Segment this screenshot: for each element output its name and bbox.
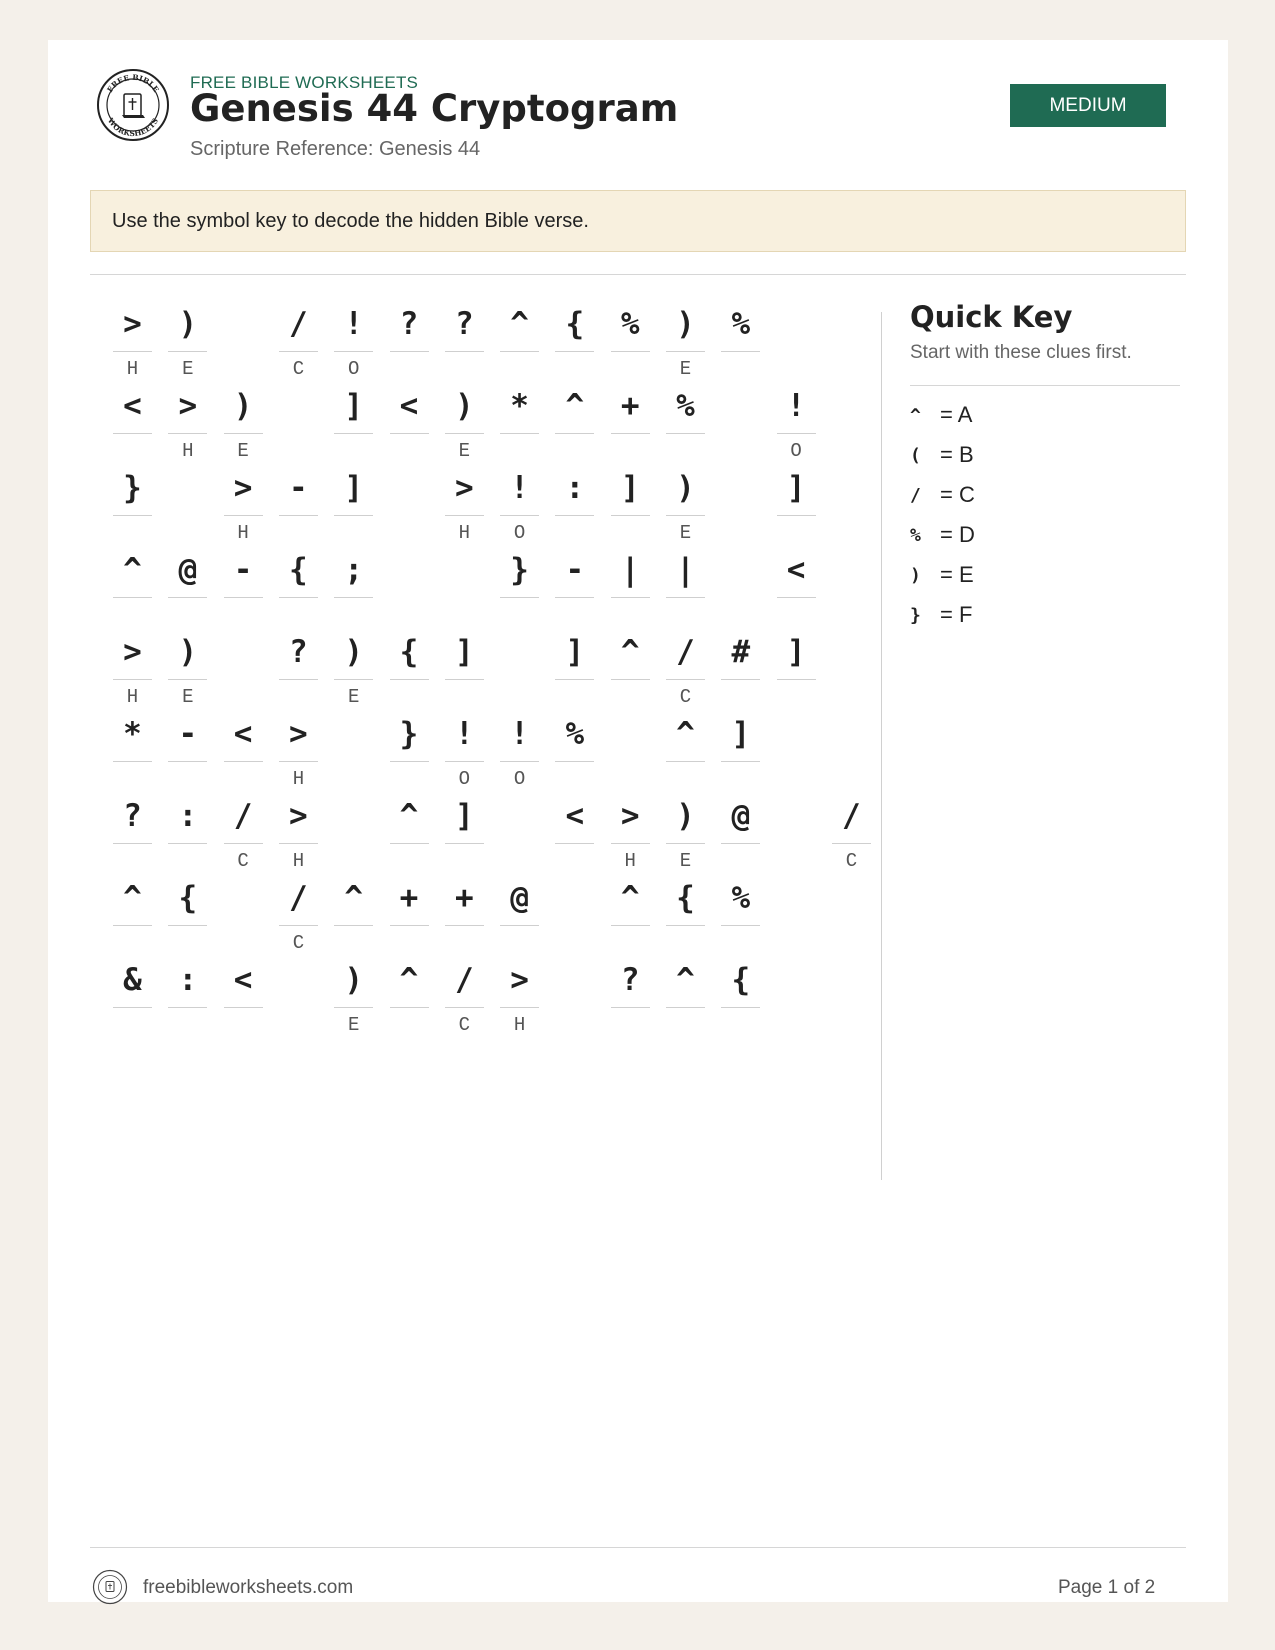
cipher-cell bbox=[666, 378, 705, 464]
cipher-cell bbox=[555, 706, 594, 792]
cipher-symbol: ^ bbox=[555, 378, 594, 434]
cipher-cell bbox=[666, 624, 705, 710]
letter-hint: E bbox=[347, 686, 360, 708]
cipher-symbol: : bbox=[168, 952, 207, 1008]
cipher-cell bbox=[611, 624, 650, 710]
quick-key-value: = B bbox=[940, 442, 974, 467]
quick-key-value: = F bbox=[940, 602, 973, 627]
footer-divider bbox=[90, 1547, 1186, 1548]
cipher-cell bbox=[168, 952, 207, 1038]
cipher-symbol: ? bbox=[445, 296, 484, 352]
letter-hint: C bbox=[845, 850, 858, 872]
cipher-cell bbox=[832, 788, 871, 874]
cipher-symbol: ! bbox=[777, 378, 816, 434]
cipher-cell bbox=[721, 870, 760, 956]
letter-hint: E bbox=[679, 522, 692, 544]
letter-hint: E bbox=[679, 358, 692, 380]
cipher-cell bbox=[224, 378, 263, 464]
sidebar-divider bbox=[881, 312, 882, 1180]
cipher-cell bbox=[224, 706, 263, 792]
brand-label: FREE BIBLE WORKSHEETS bbox=[190, 73, 419, 92]
cipher-symbol: ) bbox=[445, 378, 484, 434]
cipher-symbol: ] bbox=[555, 624, 594, 680]
logo-text-top: FREE BIBLE bbox=[105, 72, 161, 94]
letter-hint: E bbox=[679, 850, 692, 872]
cipher-cell bbox=[500, 378, 539, 464]
cipher-symbol: + bbox=[390, 870, 429, 926]
cipher-symbol: ] bbox=[777, 460, 816, 516]
cipher-cell bbox=[666, 870, 705, 956]
cipher-cell bbox=[445, 788, 484, 874]
cipher-symbol: - bbox=[555, 542, 594, 598]
quick-key-symbol: % bbox=[910, 524, 921, 546]
cipher-symbol: ) bbox=[666, 788, 705, 844]
cipher-cell bbox=[334, 296, 373, 382]
cipher-cell bbox=[721, 296, 760, 382]
cipher-cell bbox=[168, 296, 207, 382]
cipher-symbol: < bbox=[777, 542, 816, 598]
cipher-symbol: ^ bbox=[666, 952, 705, 1008]
cipher-symbol: ] bbox=[445, 788, 484, 844]
cipher-cell bbox=[721, 788, 760, 874]
cipher-symbol: < bbox=[113, 378, 152, 434]
cipher-symbol: / bbox=[445, 952, 484, 1008]
cipher-cell bbox=[334, 870, 373, 956]
cipher-cell bbox=[777, 542, 816, 628]
cipher-cell bbox=[113, 624, 152, 710]
cipher-symbol: ) bbox=[666, 460, 705, 516]
cipher-symbol: / bbox=[224, 788, 263, 844]
cipher-symbol: - bbox=[168, 706, 207, 762]
cipher-symbol: | bbox=[611, 542, 650, 598]
cipher-cell bbox=[500, 870, 539, 956]
footer-page-number: Page 1 of 2 bbox=[1058, 1577, 1156, 1598]
cipher-cell bbox=[113, 706, 152, 792]
cipher-symbol: - bbox=[279, 460, 318, 516]
cipher-cell bbox=[445, 952, 484, 1038]
letter-hint: H bbox=[182, 440, 194, 462]
cipher-symbol: ^ bbox=[390, 952, 429, 1008]
cipher-cell bbox=[666, 788, 705, 874]
cipher-symbol: / bbox=[832, 788, 871, 844]
letter-hint: O bbox=[513, 768, 526, 790]
cipher-symbol: > bbox=[279, 706, 318, 762]
cipher-cell bbox=[500, 542, 539, 628]
cipher-symbol: ^ bbox=[390, 788, 429, 844]
letter-hint: H bbox=[126, 358, 139, 380]
cipher-cell bbox=[224, 952, 263, 1038]
quick-key-symbol: ^ bbox=[910, 404, 921, 426]
cipher-cell bbox=[390, 788, 429, 874]
cipher-cell bbox=[390, 378, 429, 464]
cipher-symbol: : bbox=[555, 460, 594, 516]
quick-key-title: Quick Key bbox=[910, 300, 1073, 334]
cipher-cell bbox=[666, 706, 705, 792]
letter-hint: H bbox=[237, 522, 249, 544]
cipher-symbol: ) bbox=[666, 296, 705, 352]
cipher-symbol: ] bbox=[777, 624, 816, 680]
quick-key-item bbox=[910, 435, 1180, 475]
letter-hint: H bbox=[292, 768, 305, 790]
cipher-symbol: > bbox=[224, 460, 263, 516]
letter-hint: O bbox=[790, 440, 802, 462]
letter-hint: E bbox=[458, 440, 470, 462]
cipher-symbol: } bbox=[390, 706, 429, 762]
letter-hint: H bbox=[458, 522, 470, 544]
quick-key-value: = C bbox=[940, 482, 975, 507]
cipher-cell bbox=[555, 296, 594, 382]
letter-hint: C bbox=[237, 850, 249, 872]
cipher-symbol: ) bbox=[334, 624, 373, 680]
cipher-cell bbox=[279, 296, 318, 382]
cipher-symbol: > bbox=[279, 788, 318, 844]
cipher-symbol: * bbox=[113, 706, 152, 762]
cipher-cell bbox=[113, 952, 152, 1038]
cipher-cell bbox=[500, 952, 539, 1038]
cipher-symbol: - bbox=[224, 542, 263, 598]
logo-text-bottom: WORKSHEETS bbox=[105, 116, 161, 139]
cipher-symbol: ) bbox=[168, 296, 207, 352]
cipher-symbol: { bbox=[390, 624, 429, 680]
cipher-symbol: < bbox=[224, 706, 263, 762]
cipher-cell bbox=[555, 542, 594, 628]
cipher-cell bbox=[168, 788, 207, 874]
cipher-symbol: / bbox=[279, 296, 318, 352]
cipher-cell bbox=[445, 706, 484, 792]
quick-key-list bbox=[910, 395, 1180, 635]
cipher-cell bbox=[777, 460, 816, 546]
quick-key-value: = E bbox=[940, 562, 974, 587]
cipher-cell bbox=[611, 378, 650, 464]
cipher-symbol: # bbox=[721, 624, 760, 680]
letter-hint: C bbox=[679, 686, 692, 708]
cipher-symbol: : bbox=[168, 788, 207, 844]
cipher-cell bbox=[611, 952, 650, 1038]
cipher-cell bbox=[168, 378, 207, 464]
cipher-symbol: ) bbox=[224, 378, 263, 434]
cipher-symbol: % bbox=[611, 296, 650, 352]
letter-hint: E bbox=[182, 686, 194, 708]
cipher-cell bbox=[279, 706, 318, 792]
cipher-cell bbox=[224, 460, 263, 546]
cipher-cell bbox=[555, 788, 594, 874]
cipher-cell bbox=[445, 460, 484, 546]
cipher-cell bbox=[611, 870, 650, 956]
quick-key-symbol: ) bbox=[910, 564, 921, 586]
cryptogram-grid bbox=[48, 40, 878, 1200]
quick-key-item bbox=[910, 515, 1180, 555]
cipher-symbol: ! bbox=[500, 706, 539, 762]
cipher-symbol: > bbox=[168, 378, 207, 434]
cipher-cell bbox=[390, 706, 429, 792]
cipher-cell bbox=[555, 378, 594, 464]
cipher-symbol: { bbox=[721, 952, 760, 1008]
quick-key-item bbox=[910, 395, 1180, 435]
cipher-cell bbox=[168, 542, 207, 628]
cipher-cell bbox=[390, 296, 429, 382]
cipher-symbol: ! bbox=[445, 706, 484, 762]
cipher-symbol: ; bbox=[334, 542, 373, 598]
quick-key-symbol: } bbox=[910, 604, 921, 626]
cipher-cell bbox=[224, 788, 263, 874]
cipher-cell bbox=[611, 296, 650, 382]
scripture-reference: Scripture Reference: Genesis 44 bbox=[190, 138, 481, 160]
cipher-symbol: > bbox=[500, 952, 539, 1008]
cipher-cell bbox=[224, 542, 263, 628]
letter-hint: E bbox=[347, 1014, 360, 1036]
cipher-symbol: { bbox=[168, 870, 207, 926]
cipher-symbol: ? bbox=[611, 952, 650, 1008]
cipher-symbol: ] bbox=[445, 624, 484, 680]
cipher-symbol: | bbox=[666, 542, 705, 598]
cipher-cell bbox=[113, 870, 152, 956]
cipher-cell bbox=[334, 542, 373, 628]
cipher-symbol: > bbox=[611, 788, 650, 844]
cipher-symbol: % bbox=[721, 870, 760, 926]
cipher-cell bbox=[500, 706, 539, 792]
cipher-symbol: ^ bbox=[500, 296, 539, 352]
cipher-cell bbox=[390, 624, 429, 710]
letter-hint: H bbox=[292, 850, 305, 872]
quick-key-item bbox=[910, 555, 1180, 595]
difficulty-badge: MEDIUM bbox=[1010, 84, 1166, 127]
cipher-symbol: % bbox=[555, 706, 594, 762]
cipher-symbol: @ bbox=[500, 870, 539, 926]
cipher-symbol: ) bbox=[168, 624, 207, 680]
cipher-symbol: @ bbox=[168, 542, 207, 598]
cipher-symbol: / bbox=[666, 624, 705, 680]
letter-hint: H bbox=[624, 850, 636, 872]
footer-logo bbox=[92, 1569, 128, 1605]
footer-site: freebibleworksheets.com bbox=[143, 1577, 354, 1598]
letter-hint: O bbox=[458, 768, 470, 790]
cipher-cell bbox=[445, 378, 484, 464]
cipher-cell bbox=[666, 952, 705, 1038]
cipher-symbol: } bbox=[113, 460, 152, 516]
cipher-cell bbox=[334, 460, 373, 546]
cipher-cell bbox=[279, 542, 318, 628]
cipher-symbol: ^ bbox=[113, 542, 152, 598]
cipher-cell bbox=[113, 296, 152, 382]
cipher-cell bbox=[500, 296, 539, 382]
cipher-cell bbox=[666, 296, 705, 382]
quick-key-item bbox=[910, 475, 1180, 515]
quick-key-symbol: ( bbox=[910, 444, 921, 466]
letter-hint: C bbox=[458, 1014, 470, 1036]
cipher-cell bbox=[390, 952, 429, 1038]
quick-key-divider bbox=[910, 385, 1180, 386]
cipher-cell bbox=[113, 542, 152, 628]
cipher-cell bbox=[666, 542, 705, 628]
cipher-cell bbox=[777, 378, 816, 464]
cipher-cell bbox=[334, 378, 373, 464]
letter-hint: O bbox=[347, 358, 360, 380]
cipher-cell bbox=[777, 624, 816, 710]
cipher-cell bbox=[721, 952, 760, 1038]
cipher-cell bbox=[113, 378, 152, 464]
cipher-symbol: + bbox=[611, 378, 650, 434]
page-title: Genesis 44 Cryptogram bbox=[190, 87, 679, 130]
cipher-cell bbox=[334, 952, 373, 1038]
cipher-symbol: ^ bbox=[113, 870, 152, 926]
cipher-symbol: * bbox=[500, 378, 539, 434]
cipher-cell bbox=[334, 624, 373, 710]
cipher-symbol: < bbox=[224, 952, 263, 1008]
cipher-symbol: < bbox=[390, 378, 429, 434]
cipher-symbol: { bbox=[555, 296, 594, 352]
cipher-symbol: ] bbox=[721, 706, 760, 762]
cipher-symbol: ^ bbox=[611, 870, 650, 926]
letter-hint: O bbox=[513, 522, 526, 544]
cipher-symbol: ! bbox=[500, 460, 539, 516]
cipher-cell bbox=[721, 706, 760, 792]
cipher-cell bbox=[168, 870, 207, 956]
cipher-cell bbox=[611, 542, 650, 628]
quick-key-value: = A bbox=[940, 402, 973, 427]
cipher-symbol: % bbox=[666, 378, 705, 434]
cipher-symbol: > bbox=[113, 296, 152, 352]
cipher-cell bbox=[445, 870, 484, 956]
quick-key-subtitle: Start with these clues first. bbox=[910, 342, 1132, 363]
cipher-symbol: ] bbox=[611, 460, 650, 516]
cipher-cell bbox=[445, 296, 484, 382]
cipher-cell bbox=[279, 788, 318, 874]
cipher-cell bbox=[279, 624, 318, 710]
cipher-symbol: + bbox=[445, 870, 484, 926]
letter-hint: H bbox=[126, 686, 139, 708]
letter-hint: C bbox=[292, 358, 305, 380]
cipher-cell bbox=[279, 460, 318, 546]
cipher-cell bbox=[555, 624, 594, 710]
cipher-symbol: > bbox=[113, 624, 152, 680]
cipher-cell bbox=[721, 624, 760, 710]
cipher-symbol: ] bbox=[334, 378, 373, 434]
cipher-cell bbox=[113, 460, 152, 546]
letter-hint: E bbox=[237, 440, 249, 462]
cipher-symbol: / bbox=[279, 870, 318, 926]
cipher-symbol: ^ bbox=[334, 870, 373, 926]
cipher-cell bbox=[168, 706, 207, 792]
cipher-cell bbox=[168, 624, 207, 710]
cipher-symbol: } bbox=[500, 542, 539, 598]
cipher-symbol: { bbox=[666, 870, 705, 926]
cipher-symbol: ) bbox=[334, 952, 373, 1008]
quick-key-item bbox=[910, 595, 1180, 635]
letter-hint: H bbox=[513, 1014, 526, 1036]
letter-hint: C bbox=[292, 932, 305, 954]
cipher-cell bbox=[279, 870, 318, 956]
cipher-symbol: @ bbox=[721, 788, 760, 844]
letter-hint: E bbox=[182, 358, 194, 380]
quick-key-value: = D bbox=[940, 522, 975, 547]
cipher-symbol: ? bbox=[390, 296, 429, 352]
cipher-symbol: ^ bbox=[666, 706, 705, 762]
cipher-symbol: ? bbox=[113, 788, 152, 844]
cipher-cell bbox=[390, 870, 429, 956]
cipher-symbol: % bbox=[721, 296, 760, 352]
cipher-symbol: ! bbox=[334, 296, 373, 352]
cipher-symbol: & bbox=[113, 952, 152, 1008]
quick-key-symbol: / bbox=[910, 484, 921, 506]
cipher-cell bbox=[445, 624, 484, 710]
cipher-symbol: { bbox=[279, 542, 318, 598]
cipher-cell bbox=[555, 460, 594, 546]
cipher-symbol: ^ bbox=[611, 624, 650, 680]
cipher-cell bbox=[500, 460, 539, 546]
cipher-cell bbox=[611, 460, 650, 546]
cipher-cell bbox=[666, 460, 705, 546]
cipher-cell bbox=[113, 788, 152, 874]
cipher-symbol: < bbox=[555, 788, 594, 844]
worksheet-page bbox=[48, 40, 1228, 1602]
cipher-symbol: ? bbox=[279, 624, 318, 680]
cipher-symbol: ] bbox=[334, 460, 373, 516]
cipher-cell bbox=[611, 788, 650, 874]
cipher-symbol: > bbox=[445, 460, 484, 516]
instructions-text: Use the symbol key to decode the hidden Bible verse. bbox=[112, 209, 589, 232]
